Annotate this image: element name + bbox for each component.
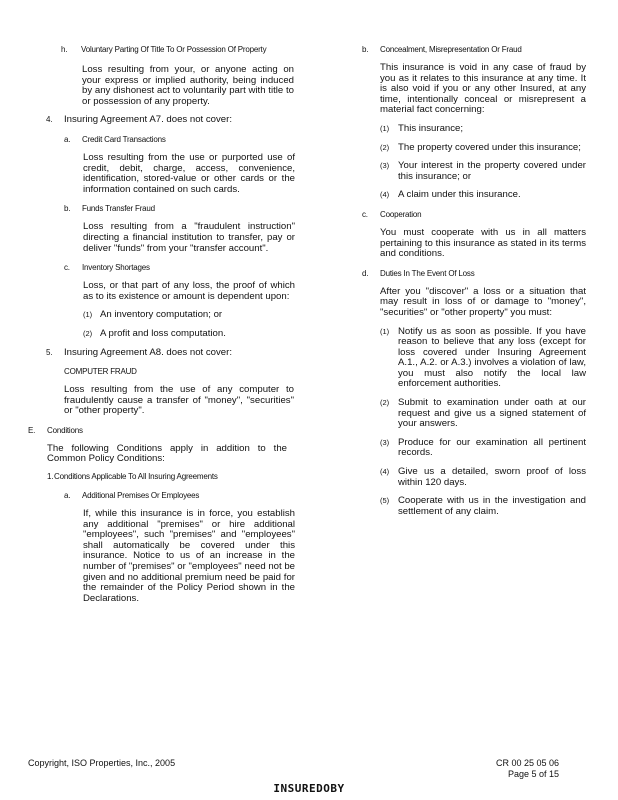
item-text: A profit and loss computation. xyxy=(100,327,226,339)
marker: 5. xyxy=(46,347,53,357)
numbered-item xyxy=(380,467,586,488)
paragraph: Loss resulting from the use of any computer to fraudulently cause a transfer of "money", "securities" or "other property". xyxy=(64,384,294,417)
heading-text: Concealment, Misrepresentation Or Fraud xyxy=(380,45,522,54)
heading-text: Conditions xyxy=(47,425,83,435)
heading-text: Voluntary Parting Of Title To Or Possession Of Property xyxy=(81,45,267,54)
left-column xyxy=(28,44,308,604)
subsection-heading-a xyxy=(64,490,308,501)
paragraph: After you "discover" a loss or a situation that may result in loss of or damage to "money", "securities" or "other property" you must: xyxy=(380,285,586,318)
marker: 1. xyxy=(47,472,54,482)
marker: (2) xyxy=(83,328,93,338)
item-text: Submit to examination under oath at our request and give us a signed statement of your answers. xyxy=(398,397,586,430)
paragraph: Loss resulting from a "fraudulent instruction" directing a financial institution to transfer, pay or deliver "funds" from your "transfer account". xyxy=(83,221,295,254)
marker: b. xyxy=(362,45,369,54)
numbered-item xyxy=(83,329,308,340)
heading-text: Credit Card Transactions xyxy=(82,134,166,144)
paragraph: Loss resulting from your, or anyone acting on your express or implied authority, being induced by any dishonest act to voluntarily part with title to or possession of any property. xyxy=(82,64,294,107)
numbered-item xyxy=(380,161,586,182)
item-text: This insurance; xyxy=(398,122,464,134)
numbered-item xyxy=(380,143,586,154)
item-5-heading xyxy=(46,348,308,359)
subsection-heading-d xyxy=(362,268,586,279)
marker: b. xyxy=(64,204,71,214)
section-heading-E xyxy=(28,425,308,436)
right-column xyxy=(362,44,586,517)
numbered-item xyxy=(380,124,586,135)
condition-1-heading xyxy=(47,471,308,482)
subsection-heading-a xyxy=(64,134,308,145)
marker: (4) xyxy=(380,467,390,477)
subheading: COMPUTER FRAUD xyxy=(64,367,137,377)
form-number: CR 00 25 05 06 xyxy=(496,758,560,768)
marker: (1) xyxy=(83,310,93,320)
marker: h. xyxy=(61,45,68,54)
subsection-heading-h xyxy=(61,44,308,55)
numbered-item xyxy=(380,190,586,201)
item-text: Give us a detailed, sworn proof of loss within 120 days. xyxy=(398,466,586,488)
copyright-notice: Copyright, ISO Properties, Inc., 2005 xyxy=(28,758,176,768)
paragraph: If, while this insurance is in force, you establish any additional "premises" or hire additional "employees", such "premises" and "employees" shall automatically be covered under this insurance. Notice to us of an increase in the number of "premises" or "employees" need not be given and no additional premium need be paid for the remainder of the Policy Period shown in the Declarations. xyxy=(83,508,296,604)
heading-text: Conditions Applicable To All Insuring Agreements xyxy=(54,472,218,482)
marker: (1) xyxy=(380,326,390,336)
heading-text: Inventory Shortages xyxy=(82,263,150,273)
paragraph: The following Conditions apply in addition to the Common Policy Conditions: xyxy=(47,442,287,465)
paragraph: This insurance is void in any case of fraud by you as it relates to this insurance at any time. It is also void if you or any other Insured, at any time, intentionally conceal or misrepresent a material fact concerning: xyxy=(380,62,586,116)
watermark-stamp: INSUREDOBY xyxy=(273,782,345,795)
numbered-item xyxy=(380,398,586,430)
marker: (3) xyxy=(380,437,390,447)
item-text: Notify us as soon as possible. If you have reason to believe that any loss (except for loss covered under Insuring Agreement A.1., A.2. or A.3.) involves a violation of law, you must also notify the local law enforcement authorities. xyxy=(398,325,586,390)
item-text: A claim under this insurance. xyxy=(398,189,521,201)
numbered-item xyxy=(380,496,586,517)
subsection-heading-b xyxy=(362,44,586,55)
heading-text: Insuring Agreement A7. does not cover: xyxy=(64,114,232,126)
marker: (3) xyxy=(380,161,390,171)
numbered-item xyxy=(83,310,308,321)
item-text: Cooperate with us in the investigation and settlement of any claim. xyxy=(398,495,586,517)
item-text: Produce for our examination all pertinent records. xyxy=(398,436,586,459)
heading-text: Cooperation xyxy=(380,209,422,219)
heading-text: Insuring Agreement A8. does not cover: xyxy=(64,346,232,358)
item-text: An inventory computation; or xyxy=(100,309,223,321)
marker: (1) xyxy=(380,123,390,133)
item-4-heading xyxy=(46,115,308,126)
marker: (4) xyxy=(380,190,390,200)
page-number: Page 5 of 15 xyxy=(508,769,560,779)
paragraph: Loss resulting from the use or purported use of credit, debit, charge, access, convenience, identification, stored-value or other cards or the information contained on such cards. xyxy=(83,151,295,195)
heading-text: Duties In The Event Of Loss xyxy=(380,268,475,278)
numbered-item xyxy=(380,327,586,391)
marker: c. xyxy=(362,209,368,219)
item-text: The property covered under this insurance; xyxy=(398,141,581,153)
subsection-heading-c xyxy=(362,209,586,220)
subsection-heading-c xyxy=(64,262,308,273)
marker: (2) xyxy=(380,142,390,152)
paragraph: Loss, or that part of any loss, the proof of which as to its existence or amount is dependent upon: xyxy=(83,280,295,302)
marker: a. xyxy=(64,491,71,501)
marker: c. xyxy=(64,263,70,273)
subsection-heading-b xyxy=(64,203,308,214)
marker: d. xyxy=(362,268,369,278)
item-text: Your interest in the property covered under this insurance; or xyxy=(398,160,586,182)
marker: a. xyxy=(64,134,71,144)
heading-text: Additional Premises Or Employees xyxy=(82,491,200,501)
marker: 4. xyxy=(46,115,53,125)
marker: E. xyxy=(28,425,36,435)
heading-text: Funds Transfer Fraud xyxy=(82,204,155,214)
numbered-item xyxy=(380,438,586,459)
marker: (2) xyxy=(380,398,390,408)
marker: (5) xyxy=(380,496,390,506)
paragraph: You must cooperate with us in all matters pertaining to this insurance as stated in its terms and conditions. xyxy=(380,226,586,260)
